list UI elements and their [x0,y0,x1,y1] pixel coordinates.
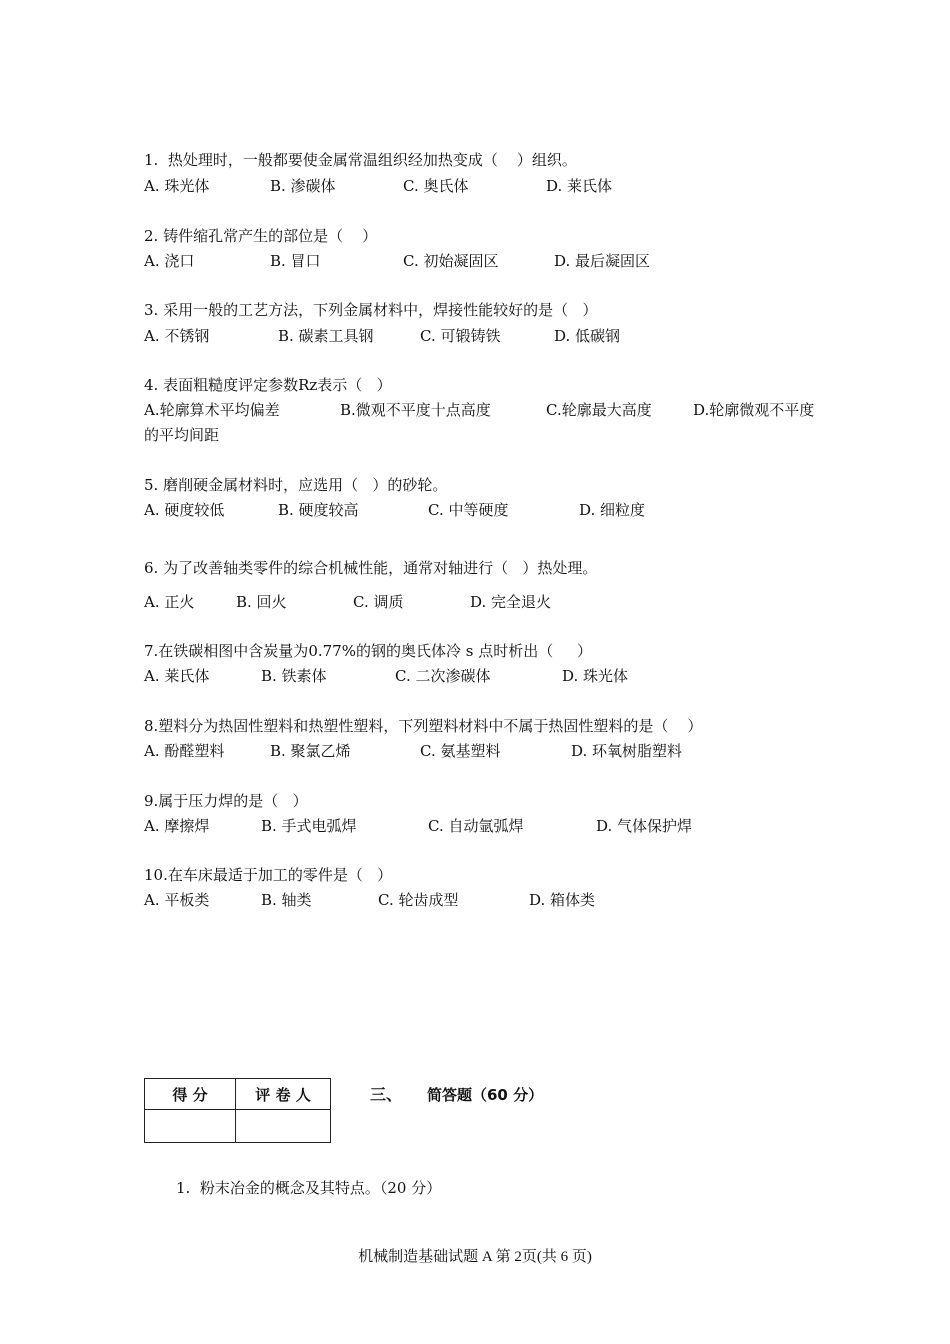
score-label: 得 分 [145,1079,236,1110]
option-c: C. 氨基塑料 [420,742,501,760]
option-d: D. 细粒度 [579,501,646,519]
option-c: C. 二次渗碳体 [395,667,491,685]
option-d: D. 气体保护焊 [596,817,693,835]
question-3-stem: 3. 采用一般的工艺方法，下列金属材料中，焊接性能较好的是（ ） [144,301,598,319]
grader-cell[interactable] [236,1110,331,1143]
option-c: C. 轮齿成型 [378,891,459,909]
option-b: B. 碳素工具钢 [278,327,374,345]
option-d: D.轮廓微观不平度 [693,401,815,419]
question-7-stem: 7.在铁碳相图中含炭量为0.77%的钢的奥氏体冷 s 点时析出（ ） [144,642,593,660]
option-a: A.轮廓算术平均偏差 [144,401,280,419]
option-b: B. 轴类 [261,891,312,909]
question-9-stem: 9.属于压力焊的是（ ） [144,792,308,810]
section-number: 三、 [370,1085,403,1104]
option-b: B. 回火 [236,593,287,611]
option-b: B. 冒口 [270,252,321,270]
option-a: A. 酚醛塑料 [144,742,225,760]
option-a: A. 莱氏体 [144,667,210,685]
question-8-stem: 8.塑料分为热固性塑料和热塑性塑料，下列塑料材料中不属于热固性塑料的是（ ） [144,717,703,735]
option-a: A. 摩擦焊 [144,817,210,835]
option-b: B. 渗碳体 [270,177,336,195]
option-c: C. 初始凝固区 [403,252,499,270]
option-c: C. 可锻铸铁 [420,327,501,345]
score-table [144,1078,331,1143]
option-c: C. 奥氏体 [403,177,469,195]
question-4-continuation: 的平均间距 [144,426,220,444]
option-b: B.微观不平度十点高度 [340,401,491,419]
option-d: D. 莱氏体 [546,177,613,195]
option-c: C. 中等硬度 [428,501,509,519]
option-d: D. 箱体类 [529,891,596,909]
short-answer-question-1: 1. 粉末冶金的概念及其特点。（20 分） [176,1179,442,1197]
option-c: C. 自动氩弧焊 [428,817,524,835]
option-a: A. 珠光体 [144,177,210,195]
option-d: D. 低碳钢 [554,327,621,345]
question-4-stem: 4. 表面粗糙度评定参数Rz表示（ ） [144,376,392,394]
option-b: B. 手式电弧焊 [261,817,357,835]
page-footer: 机械制造基础试题 A 第 2页(共 6 页) [358,1249,592,1265]
option-d: D. 完全退火 [470,593,552,611]
option-a: A. 浇口 [144,252,195,270]
grader-label: 评 卷 人 [236,1079,331,1110]
option-a: A. 不锈钢 [144,327,210,345]
section-title: 简答题（60 分） [427,1086,544,1104]
question-1-stem: 1. 热处理时，一般都要使金属常温组织经加热变成（ ）组织。 [144,151,577,169]
option-b: B. 铁素体 [261,667,327,685]
score-cell[interactable] [145,1110,236,1143]
option-a: A. 平板类 [144,891,210,909]
option-b: B. 硬度较高 [278,501,359,519]
question-10-stem: 10.在车床最适于加工的零件是（ ） [144,866,393,884]
option-d: D. 最后凝固区 [554,252,651,270]
option-c: C.轮廓最大高度 [546,401,652,419]
option-a: A. 正火 [144,593,195,611]
question-5-stem: 5. 磨削硬金属材料时，应选用（ ）的砂轮。 [144,476,448,494]
option-b: B. 聚氯乙烯 [270,742,351,760]
option-c: C. 调质 [353,593,404,611]
option-a: A. 硬度较低 [144,501,225,519]
option-d: D. 环氧树脂塑料 [571,742,683,760]
question-6-stem: 6. 为了改善轴类零件的综合机械性能，通常对轴进行（ ）热处理。 [144,559,598,577]
question-2-stem: 2. 铸件缩孔常产生的部位是（ ） [144,227,378,245]
option-d: D. 珠光体 [562,667,629,685]
